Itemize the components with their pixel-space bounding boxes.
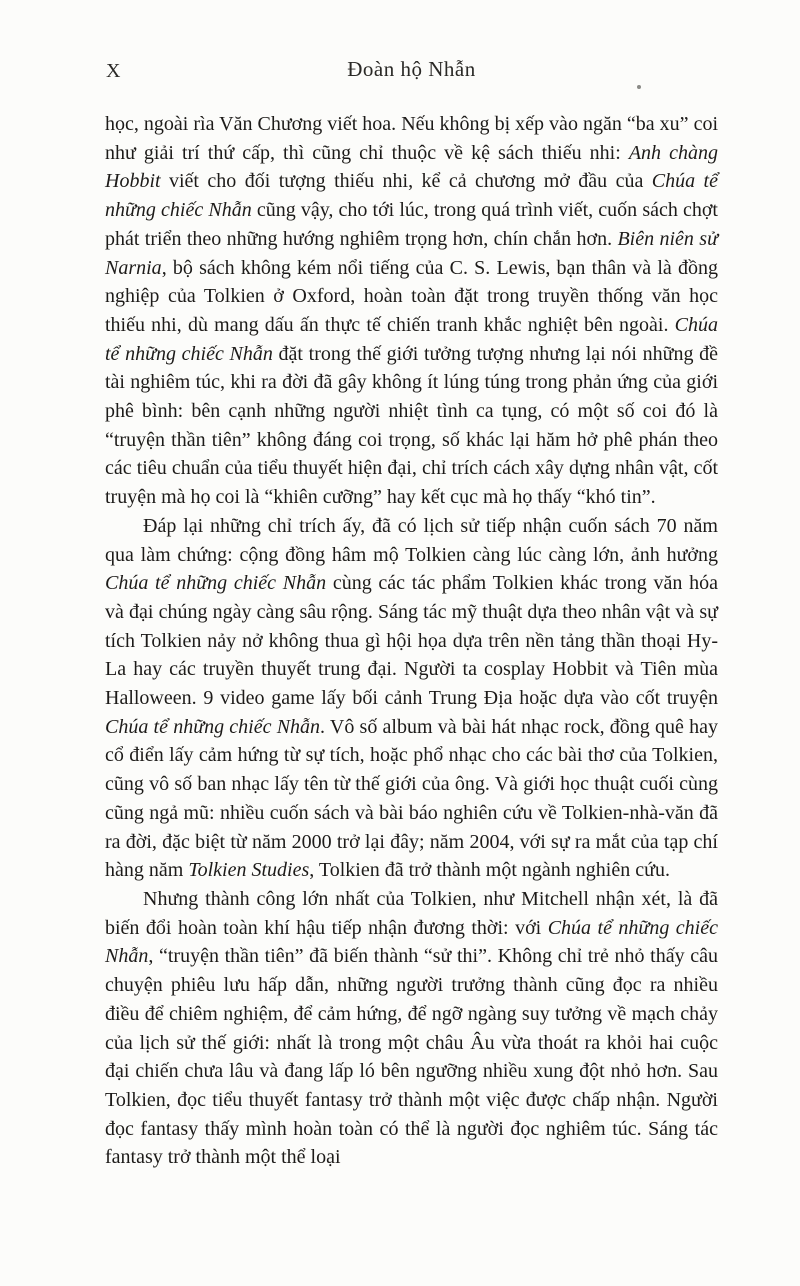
text-run: , “truyện thần tiên” đã biến thành “sử thi”. Không chỉ trẻ nhỏ thấy câu chuyện phiêu lưu hấp dẫn, những người trưởng thành cũng đọc ra nhiều điều để chiêm nghiệm, để cảm hứng, để ngỡ ngàng suy tưởng về mạch chảy của lịch sử thế giới: nhất là trong một châu Âu vừa thoát ra khỏi hai cuộc đại chiến chưa lâu và đang lấp ló bên ngưỡng nhiều xung đột nhỏ hơn. Sau Tolkien, đọc tiểu thuyết fantasy trở thành một việc được chấp nhận. Người đọc fantasy thấy mình hoàn toàn có thể là người đọc nghiêm túc. Sáng tác fantasy trở thành một thể loại — [105, 945, 718, 1169]
book-title-italic: Chúa tể những chiếc Nhẫn — [105, 715, 321, 738]
book-title-italic: Biên niên sử Narnia — [105, 227, 718, 279]
page-number: X — [106, 60, 121, 82]
page-body — [105, 110, 718, 1172]
scan-speck — [637, 85, 641, 89]
text-run: học, ngoài rìa Văn Chương viết hoa. Nếu không bị xếp vào ngăn “ba xu” coi như giải trí thứ cấp, thì cũng chỉ thuộc về kệ sách thiếu nhi: — [105, 113, 718, 164]
text-run: cũng vậy, cho tới lúc, trong quá trình viết, cuốn sách chợt phát triển theo những hướng nghiêm trọng hơn, chín chắn hơn. — [105, 199, 718, 250]
book-title-italic: Chúa tể những chiếc Nhẫn — [105, 313, 718, 365]
text-run: Đáp lại những chỉ trích ấy, đã có lịch sử tiếp nhận cuốn sách 70 năm qua làm chứng: cộng đồng hâm mộ Tolkien càng lúc càng lớn, ảnh hưởng — [105, 514, 718, 566]
text-run: viết cho đối tượng thiếu nhi, kể cả chương mở đầu của — [160, 170, 652, 193]
paragraph — [105, 110, 718, 512]
book-title-italic: Chúa tể những chiếc Nhẫn — [105, 916, 718, 968]
text-run: Nhưng thành công lớn nhất của Tolkien, như Mitchell nhận xét, là đã biến đổi hoàn toàn khí hậu tiếp nhận đương thời: với — [105, 887, 718, 939]
paragraph — [105, 885, 718, 1172]
running-title: Đoàn hộ Nhẫn — [347, 57, 476, 81]
paragraph — [105, 512, 718, 885]
text-run: , Tolkien đã trở thành một ngành nghiên cứu. — [309, 859, 670, 882]
text-run: . Vô số album và bài hát nhạc rock, đồng quê hay cổ điển lấy cảm hứng từ sự tích, hoặc phổ nhạc cho các bài thơ của Tolkien, cũng vô số ban nhạc lấy tên từ thế giới của ông. Và giới học thuật cuối cùng cũng ngả mũ: nhiều cuốn sách và bài báo nghiên cứu về Tolkien-nhà-văn đã ra đời, đặc biệt từ năm 2000 trở lại đây; năm 2004, với sự ra mắt của tạp chí hàng năm — [105, 715, 718, 882]
book-title-italic: Tolkien Studies — [188, 859, 310, 882]
book-title-italic: Anh chàng Hobbit — [105, 141, 718, 193]
text-run: đặt trong thế giới tưởng tượng nhưng lại nói những đề tài nghiêm túc, khi ra đời đã gây không ít lúng túng trong phản ứng của giới phê bình: bên cạnh những người nhiệt tình ca tụng, có một số coi đó là “truyện thần tiên” không đáng coi trọng, số khác lại hăm hở phê phán theo các tiêu chuẩn của tiểu thuyết hiện đại, chỉ trích cách xây dựng nhân vật, cốt truyện mà họ coi là “khiên cưỡng” hay kết cục mà họ thấy “khó tin”. — [105, 342, 719, 509]
book-title-italic: Chúa tể những chiếc Nhẫn — [105, 572, 327, 595]
text-run: cùng các tác phẩm Tolkien khác trong văn hóa và đại chúng ngày càng sâu rộng. Sáng tác mỹ thuật dựa theo nhân vật và sự tích Tolkien nảy nở không thua gì hội họa dựa trên nền tảng thần thoại Hy-La hay các truyền thuyết trung đại. Người ta cosplay Hobbit và Tiên mùa Halloween. 9 video game lấy bối cảnh Trung Địa hoặc dựa vào cốt truyện — [105, 572, 718, 710]
book-title-italic: Chúa tể những chiếc Nhẫn — [105, 170, 718, 222]
text-run: , bộ sách không kém nổi tiếng của C. S. Lewis, bạn thân và là đồng nghiệp của Tolkien ở Oxford, hoàn toàn đặt trong truyền thống văn học thiếu nhi, dù mang dấu ấn thực tế chiến tranh khắc nghiệt bên ngoài. — [105, 256, 718, 336]
